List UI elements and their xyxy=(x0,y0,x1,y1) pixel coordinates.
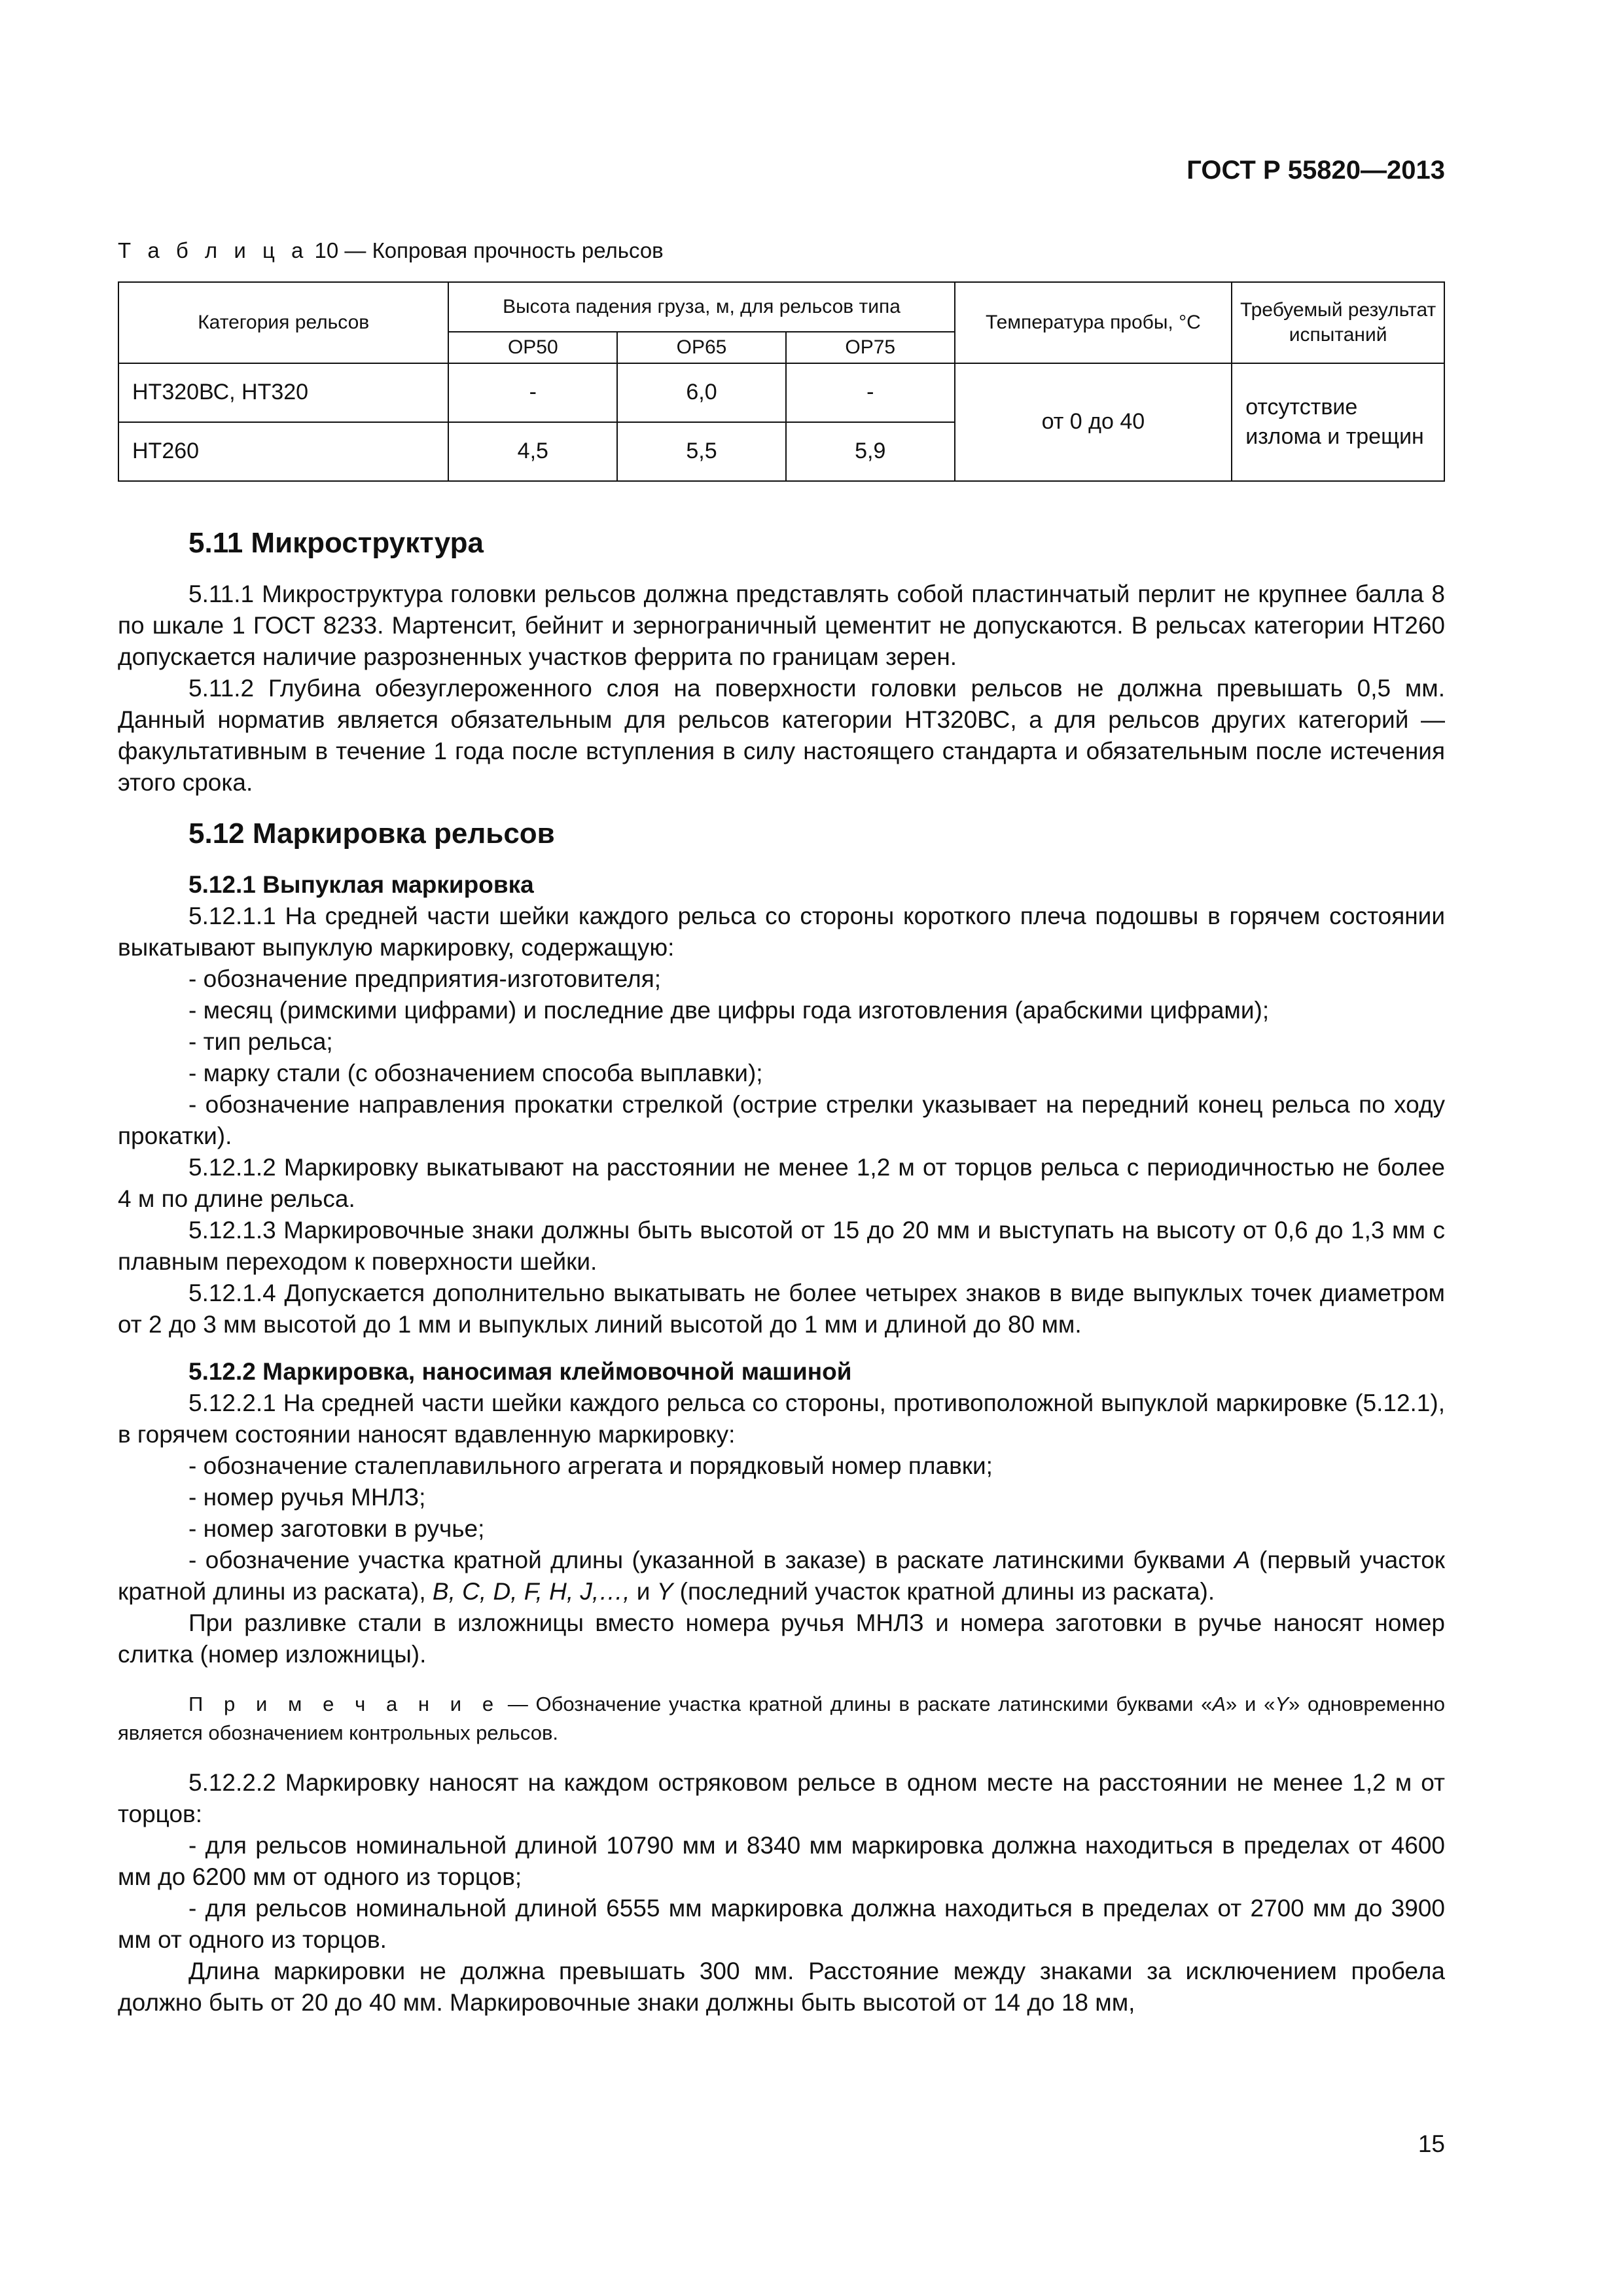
paragraph-5-12-2-2: 5.12.2.2 Маркировку наносят на каждом остряковом рельсе в одном месте на расстоянии не менее 1,2 м от торцов: xyxy=(118,1769,1445,1827)
cell-category: НТ320ВС, НТ320 xyxy=(118,363,448,422)
list-text: и xyxy=(630,1578,657,1605)
list-item: - номер ручья МНЛЗ; xyxy=(188,1484,426,1511)
list-item: - обозначение сталеплавильного агрегата и порядковый номер плавки; xyxy=(188,1452,993,1479)
subsection-title-5-12-1: 5.12.1 Выпуклая маркировка xyxy=(188,871,534,898)
table-row xyxy=(118,363,1444,422)
note-text: » и « xyxy=(1226,1693,1275,1715)
drop-strength-table xyxy=(118,281,1445,482)
list-text: (последний участок кратной длины из раската). xyxy=(673,1578,1215,1605)
italic-letter: Y xyxy=(1275,1693,1289,1715)
italic-letter: А xyxy=(1212,1693,1226,1715)
table-caption xyxy=(118,238,664,263)
note xyxy=(118,1690,1445,1748)
main-content xyxy=(118,524,1445,2018)
cell-op75: 5,9 xyxy=(786,422,955,481)
list-item: - номер заготовки в ручье; xyxy=(188,1515,485,1542)
paragraph-5-12-1-2: 5.12.1.2 Маркировку выкатывают на расстоянии не менее 1,2 м от торцов рельса с периодичностью не более 4 м по длине рельса. xyxy=(118,1154,1445,1212)
list-item: - для рельсов номинальной длиной 6555 мм маркировка должна находиться в пределах от 2700 мм до 3900 мм от одного из торцов. xyxy=(118,1895,1445,1953)
paragraph-5-11-2: 5.11.2 Глубина обезуглероженного слоя на поверхности головки рельсов не должна превышать 0,5 мм. Данный норматив является обязательным для рельсов категории НТ320ВС, а для рельсов других категорий — факультативным в течение 1 года после вступления в силу настоящего стандарта и обязательным после истечения этого срока. xyxy=(118,675,1445,796)
list-item: - месяц (римскими цифрами) и последние две цифры года изготовления (арабскими цифрами); xyxy=(188,997,1270,1024)
list-item xyxy=(118,1545,1445,1607)
section-title-5-11: 5.11 Микроструктура xyxy=(188,527,484,559)
italic-letters: B, C, D, F, H, J,…, xyxy=(432,1578,630,1605)
cell-op65: 6,0 xyxy=(617,363,786,422)
switch-rail-list xyxy=(118,1830,1445,1956)
document-id: ГОСТ Р 55820—2013 xyxy=(1186,156,1445,185)
section-title-5-12: 5.12 Маркировка рельсов xyxy=(188,817,555,850)
cell-op75: - xyxy=(786,363,955,422)
list-text: (первый участок кратной длины из раската), xyxy=(118,1547,1445,1605)
header-category: Категория рельсов xyxy=(118,282,448,363)
note-text: — Обозначение участка кратной длины в раскате латинскими буквами « xyxy=(500,1693,1213,1715)
cell-op65: 5,5 xyxy=(617,422,786,481)
paragraph-5-12-2-1: 5.12.2.1 На средней части шейки каждого рельса со стороны, противоположной выпуклой маркировке (5.12.1), в горячем состоянии наносят вдавленную маркировку: xyxy=(118,1390,1445,1448)
cell-temperature: от 0 до 40 xyxy=(955,363,1232,481)
header-type-op50: ОР50 xyxy=(448,332,617,363)
list-text: - обозначение участка кратной длины (указанной в заказе) в раскате латинскими буквами xyxy=(188,1547,1234,1573)
italic-letter: А xyxy=(1234,1547,1251,1573)
paragraph-5-11-1: 5.11.1 Микроструктура головки рельсов должна представлять собой пластинчатый перлит не крупнее балла 8 по шкале 1 ГОСТ 8233. Мартенсит, бейнит и зернограничный цементит не допускаются. В рельсах категории НТ260 допускается наличие разрозненных участков феррита по границам зерен. xyxy=(118,581,1445,670)
list-item: - тип рельса; xyxy=(188,1028,333,1055)
list-item: - обозначение направления прокатки стрелкой (острие стрелки указывает на передний конец рельса по ходу прокатки). xyxy=(118,1091,1445,1149)
table-caption-text: 10 — Копровая прочность рельсов xyxy=(308,238,664,262)
cell-result: отсутствие излома и трещин xyxy=(1232,363,1444,481)
marking-contents-list xyxy=(118,963,1445,1152)
header-drop-height: Высота падения груза, м, для рельсов типа xyxy=(448,282,954,332)
cell-op50: 4,5 xyxy=(448,422,617,481)
paragraph-length: Длина маркировки не должна превышать 300 мм. Расстояние между знаками за исключением пробела должно быть от 20 до 40 мм. Маркировочные знаки должны быть высотой от 14 до 18 мм, xyxy=(118,1958,1445,2016)
italic-letter: Y xyxy=(656,1578,673,1605)
header-temperature: Температура пробы, °С xyxy=(955,282,1232,363)
paragraph-5-12-1-1: 5.12.1.1 На средней части шейки каждого рельса со стороны короткого плеча подошвы в горячем состоянии выкатывают выпуклую маркировку, содержащую: xyxy=(118,903,1445,961)
paragraph-5-12-1-3: 5.12.1.3 Маркировочные знаки должны быть высотой от 15 до 20 мм и выступать на высоту от 0,6 до 1,3 мм с плавным переходом к поверхности шейки. xyxy=(118,1217,1445,1275)
cell-op50: - xyxy=(448,363,617,422)
list-item: - для рельсов номинальной длиной 10790 мм и 8340 мм маркировка должна находиться в пределах от 4600 мм до 6200 мм от одного из торцов; xyxy=(118,1832,1445,1890)
note-text: » одновременно является обозначением контрольных рельсов. xyxy=(118,1693,1445,1744)
paragraph-5-12-1-4: 5.12.1.4 Допускается дополнительно выкатывать не более четырех знаков в виде выпуклых точек диаметром от 2 до 3 мм высотой до 1 мм и выпуклых линий высотой до 1 мм и длиной до 80 мм. xyxy=(118,1280,1445,1338)
header-type-op65: ОР65 xyxy=(617,332,786,363)
header-result: Требуемый результат испытаний xyxy=(1232,282,1444,363)
cell-category: НТ260 xyxy=(118,422,448,481)
paragraph-ingot: При разливке стали в изложницы вместо номера ручья МНЛЗ и номера заготовки в ручье наносят номер слитка (номер изложницы). xyxy=(118,1609,1445,1668)
subsection-title-5-12-2: 5.12.2 Маркировка, наносимая клеймовочной машиной xyxy=(188,1358,852,1385)
list-item: - обозначение предприятия-изготовителя; xyxy=(188,965,662,992)
table-caption-label: Т а б л и ц а xyxy=(118,238,309,262)
page-number: 15 xyxy=(1418,2130,1445,2157)
note-label: П р и м е ч а н и е xyxy=(188,1693,501,1715)
pressed-marking-list xyxy=(118,1450,1445,1607)
header-type-op75: ОР75 xyxy=(786,332,955,363)
list-item: - марку стали (с обозначением способа выплавки); xyxy=(188,1060,763,1086)
